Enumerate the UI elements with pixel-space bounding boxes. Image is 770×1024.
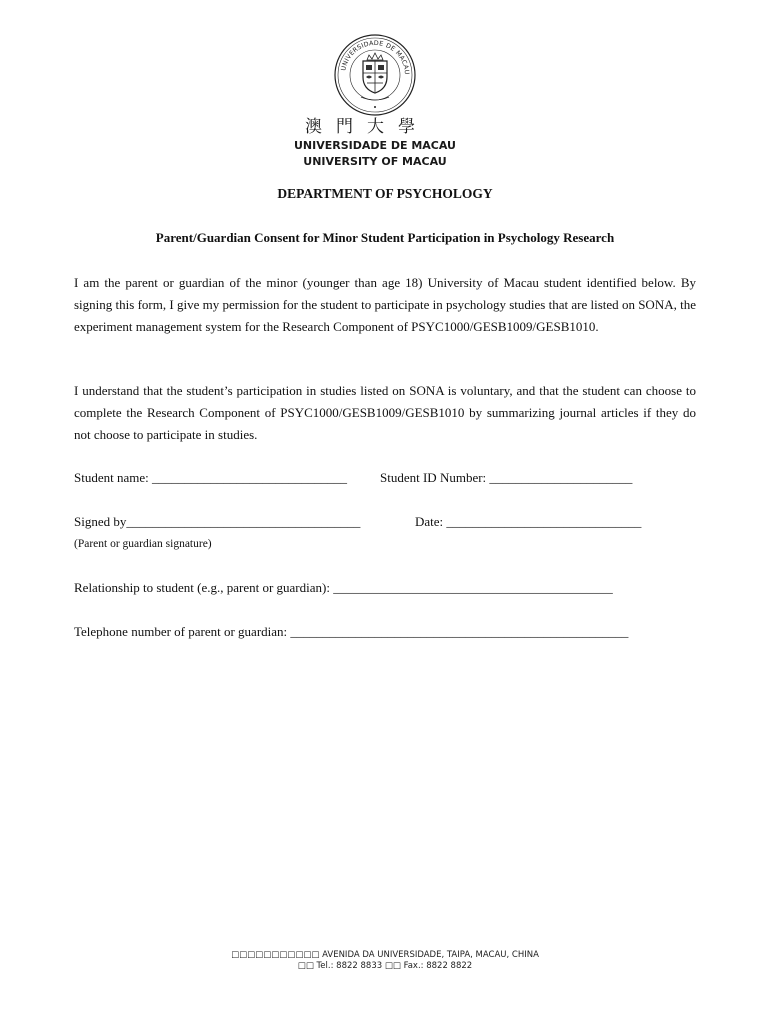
seal-text: UNIVERSIDADE DE MACAU bbox=[340, 39, 411, 75]
form-title: Parent/Guardian Consent for Minor Student Participation in Psychology Research bbox=[155, 230, 615, 245]
relationship-field[interactable]: Relationship to student (e.g., parent or guardian): ___________________________________________ bbox=[74, 580, 613, 595]
signature-field[interactable]: Signed by____________________________________ bbox=[74, 514, 361, 529]
student-name-field[interactable]: Student name: ______________________________ bbox=[74, 470, 347, 485]
university-of-macau-seal-icon bbox=[333, 33, 417, 117]
university-chinese-name: 澳門大學 bbox=[305, 117, 429, 137]
department-heading: DEPARTMENT OF PSYCHOLOGY bbox=[277, 186, 493, 201]
signature-note: (Parent or guardian signature) bbox=[74, 538, 212, 550]
university-name-english: UNIVERSITY OF MACAU bbox=[303, 155, 447, 168]
university-name-portuguese: UNIVERSIDADE DE MACAU bbox=[294, 139, 456, 152]
date-field[interactable]: Date: ______________________________ bbox=[415, 514, 642, 529]
consent-paragraph-1: I am the parent or guardian of the minor (younger than age 18) University of Macau student identified below. By signing this form, I give my permission for the student to participate in psychology studies that are listed on SONA, the experiment management system for the Research Component of PSYC1000/GESB1009/GESB1010. bbox=[74, 275, 696, 334]
student-id-field[interactable]: Student ID Number: ______________________ bbox=[380, 470, 633, 485]
telephone-field[interactable]: Telephone number of parent or guardian: ____________________________________________________ bbox=[74, 624, 629, 639]
footer-contact: □□ Tel.: 8822 8833 □□ Fax.: 8822 8822 bbox=[297, 961, 473, 971]
consent-paragraph-2: I understand that the student’s participation in studies listed on SONA is voluntary, and that the student can choose to complete the Research Component of PSYC1000/GESB1009/GESB1010 by summarizing journal articles if they do not choose to participate in studies. bbox=[74, 383, 696, 442]
footer-address: □□□□□□□□□□□ AVENIDA DA UNIVERSIDADE, TAIPA, MACAU, CHINA bbox=[231, 950, 539, 960]
